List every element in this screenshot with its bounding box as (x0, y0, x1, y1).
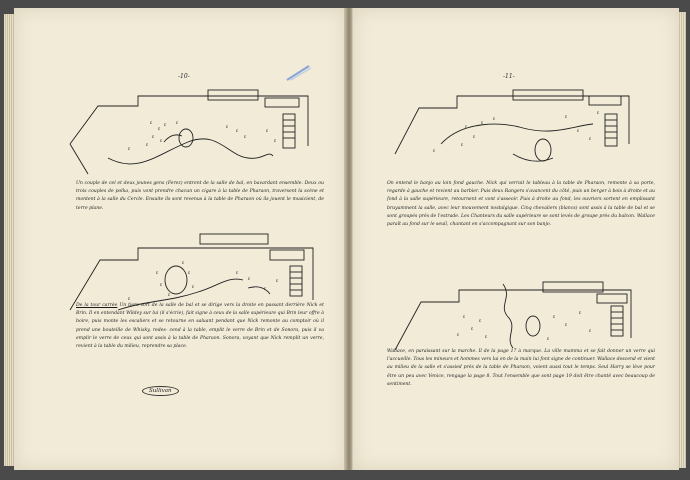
svg-text:ε: ε (168, 292, 171, 297)
left-page-number: -10- (178, 73, 190, 80)
stage-diagram-3 (393, 84, 635, 180)
left-paragraph-2-body: Un tiers sort de la salle de bal et se dirige vers la droite en passant derrière Nick et Brin. Il en entendant Wildey sur lui (il s'écrie), fait signe à ceux de la salle supérieure qui Brin leur offre à boire, puis monte les escaliers et se retourne en saluant pendant que Nick remonte au comptoir où il prend une bouteille de Whisky, redes- cend à la table, emplit le verre de Brin et de Sonora, puis il va emplir le verre de ceux qui sont assis à la table de Pharaon. Sonora, voyant que Nick remplit un verre, revient à la table du milieu, reprendre sa place. (76, 303, 324, 350)
svg-text:ε: ε (248, 276, 251, 281)
svg-text:ε: ε (565, 114, 568, 119)
svg-text:ε: ε (589, 328, 592, 333)
svg-text:ε: ε (150, 120, 153, 125)
svg-text:ε: ε (276, 278, 279, 283)
svg-text:ε: ε (481, 120, 484, 125)
signature: Sullivan (142, 386, 179, 396)
stage-diagram-1 (68, 84, 314, 180)
svg-text:ε: ε (473, 134, 476, 139)
svg-text:ε: ε (264, 286, 267, 291)
right-page-number: -11- (503, 73, 515, 80)
svg-text:ε: ε (160, 138, 163, 143)
svg-text:ε: ε (461, 142, 464, 147)
svg-text:ε: ε (176, 120, 179, 125)
left-paragraph-2 (76, 302, 324, 351)
svg-text:ε: ε (547, 336, 550, 341)
left-paragraph-1: Un couple de cel et deux jeunes gens (Ferez) entrent de la salle de bal, en bavardant ensemble. Deux ou trois couples de polka, puis vont prendre chacun un cigare à la table de Pharaon, traversent la scène et montent à la salle du Cercle. Ensuite ils sont revenus à la table de Pharaon où ils jouent le musicient, de terre plane. (76, 181, 324, 211)
svg-text:ε: ε (485, 334, 488, 339)
svg-text:ε: ε (156, 270, 159, 275)
svg-text:ε: ε (128, 296, 131, 301)
svg-text:ε: ε (274, 138, 277, 143)
svg-text:ε: ε (128, 146, 131, 151)
svg-text:ε: ε (164, 122, 167, 127)
svg-text:ε: ε (577, 128, 580, 133)
svg-text:ε: ε (463, 314, 466, 319)
svg-text:ε: ε (465, 124, 468, 129)
svg-text:ε: ε (160, 282, 163, 287)
left-paragraph-2-lead: De la tour carrée (76, 303, 118, 308)
svg-text:ε: ε (236, 128, 239, 133)
svg-text:ε: ε (182, 260, 185, 265)
svg-text:ε: ε (433, 148, 436, 153)
svg-text:ε: ε (192, 284, 195, 289)
svg-text:ε: ε (553, 314, 556, 319)
svg-text:ε: ε (236, 270, 239, 275)
svg-text:ε: ε (479, 318, 482, 323)
svg-text:ε: ε (493, 116, 496, 121)
svg-text:ε: ε (244, 134, 247, 139)
svg-text:ε: ε (597, 110, 600, 115)
right-paragraph-1: On entend le banjo au loin fond gauche. Nick qui verrait le tableau à la table de Pharaon, remonte à sa porte, regarde à gauche et revient au barbier. Puis deux Rangers s'avancent du côté, puis un berger à bois à droite et au fond à la salle supérieure, retournent et vont s'asseoir. Puis à droite au fond, les ouvriers sortent en emplissant bruyamment la salle, avec leur mouvement nostalgique. Cinq chevaliers (blancs) sont assis à la table de bal et se sont groupés près de l'estrade. Les Chanteurs du salle supérieure se sont levés de groupe près du balcon. Wallace paraît au fond sur le seuil, chantant en s'accompagnant sur son banjo. (387, 181, 655, 228)
svg-text:ε: ε (457, 332, 460, 337)
svg-text:ε: ε (589, 136, 592, 141)
blue-pen-mark (285, 64, 313, 82)
svg-text:ε: ε (188, 270, 191, 275)
right-page (352, 8, 679, 470)
svg-text:ε: ε (579, 310, 582, 315)
svg-text:ε: ε (266, 128, 269, 133)
svg-text:ε: ε (152, 134, 155, 139)
svg-text:ε: ε (565, 322, 568, 327)
svg-text:ε: ε (146, 142, 149, 147)
svg-text:ε: ε (158, 126, 161, 131)
svg-text:ε: ε (226, 124, 229, 129)
right-paragraph-2: Wallace, en paraissant sur la marche. Il de la page 17 à marque. La ville mamma et se fait donner un verre qui l'accueille. Tous les mineurs et hommes vers lui en de la main lui font signe de continuer. Wallace descend et vient au milieu de la salle et s'assied près de la table de Pharaon, voient aussi tout le temps. Seul Harry se lève pour être un peu avec Venice, rengage la page 8. Tout l'ensemble que sont page 19 doit être chanté avec beaucoup de sentiment. (387, 349, 655, 387)
svg-text:ε: ε (471, 326, 474, 331)
